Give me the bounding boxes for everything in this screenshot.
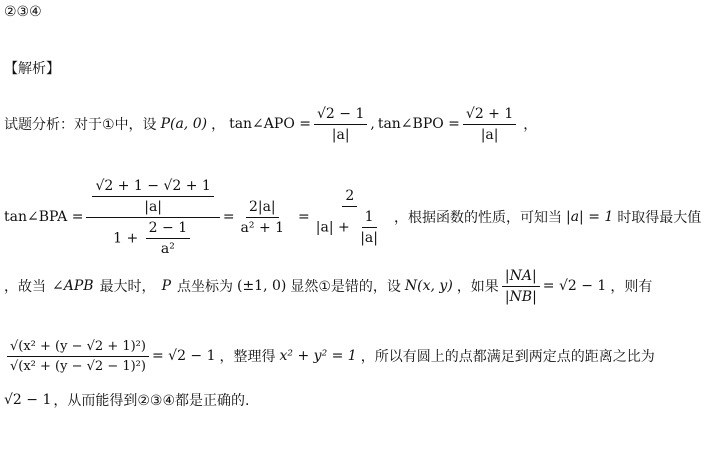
wrong-text: 显然①是错的，设 <box>290 279 401 295</box>
intro-text: 试题分析：对于①中，设 <box>4 117 157 133</box>
third-fraction-num: 2 <box>342 188 357 207</box>
conclusion-text: ，所以有圆上的点都满足到两定点的距离之比为 <box>360 349 655 365</box>
final-text: ，从而能得到②③④都是正确的. <box>53 393 250 409</box>
heading-line <box>4 58 60 78</box>
point-p: P(a, 0) <box>160 116 208 132</box>
distance-numerator: √(x² + (y − √2 + 1)²) <box>7 339 149 357</box>
third-fraction <box>313 188 387 246</box>
coord-text: 点坐标为 <box>176 279 233 295</box>
equals-2: = <box>298 209 310 225</box>
answer-text: ②③④ <box>4 4 42 20</box>
big-denominator-den: a² <box>160 240 175 257</box>
fraction-value: = √2 − 1 <box>151 348 216 364</box>
big-numerator-bottom: |a| <box>144 198 163 215</box>
circle-equation: x² + y² = 1 <box>279 348 357 364</box>
third-den-den: |a| <box>360 230 378 246</box>
big-denominator <box>110 218 196 257</box>
analysis-line-5 <box>4 388 249 412</box>
line3-prefix: ，故当 <box>4 279 46 295</box>
tan-apo-label: tan∠APO = <box>229 116 311 132</box>
point-coordinates: (±1, 0) <box>236 278 287 294</box>
if-text: ，如果 <box>456 279 499 295</box>
big-denominator-num: 2 − 1 <box>146 220 190 239</box>
third-den-prefix: |a| + <box>315 219 350 236</box>
tan-bpo-numerator: √2 + 1 <box>463 106 516 125</box>
tan-bpa-label: tan∠BPA = <box>4 209 84 225</box>
analysis-line-4 <box>4 330 655 382</box>
ratio-denominator: |NB| <box>504 288 537 305</box>
big-denominator-prefix: 1 + <box>113 230 139 246</box>
tan-apo-numerator: √2 − 1 <box>314 106 367 125</box>
section-heading: 【解析】 <box>4 61 60 77</box>
line3-tail: ，则有 <box>610 279 653 295</box>
distance-denominator: √(x² + (y − √2 − 1)²) <box>10 358 146 374</box>
tan-bpo-label: tan∠BPO = <box>377 116 460 132</box>
tan-bpo-denominator: |a| <box>480 126 499 143</box>
angle-apb: ∠APB <box>52 278 94 294</box>
distance-ratio <box>502 268 540 305</box>
analysis-line-2 <box>4 172 701 262</box>
line3-max-text: 最大时， <box>99 279 156 295</box>
tan-apo-denominator: |a| <box>331 126 350 143</box>
function-property-text: ，根据函数的性质，可知当 <box>393 210 562 226</box>
distance-fraction <box>7 339 149 374</box>
third-den-num: 1 <box>362 209 377 228</box>
simplify-text: ，整理得 <box>219 349 276 365</box>
point-p-label: P <box>161 278 171 294</box>
tan-bpa-big-fraction <box>86 178 219 257</box>
second-fraction-den: a² + 1 <box>240 219 285 236</box>
ratio-numerator: |NA| <box>502 268 540 287</box>
second-fraction <box>238 199 288 236</box>
answer-line <box>4 4 42 20</box>
max-condition: |a| = 1 <box>565 209 614 225</box>
tan-bpo-fraction <box>463 106 516 143</box>
equals-1: = <box>222 209 235 225</box>
big-numerator-top: √2 + 1 − √2 + 1 <box>92 178 213 197</box>
tan-apo-fraction <box>314 106 367 143</box>
comma: , <box>370 116 375 132</box>
big-numerator <box>86 178 219 218</box>
second-fraction-num: 2|a| <box>246 199 279 218</box>
line1-tail: ， <box>523 117 538 133</box>
third-fraction-den <box>313 207 387 246</box>
big-numerator-fraction <box>92 178 213 215</box>
ratio-value: = √2 − 1 <box>542 278 607 294</box>
analysis-line-3 <box>4 264 652 308</box>
max-value-text: 时取得最大值 <box>617 210 701 226</box>
big-denominator-fraction <box>146 220 190 257</box>
third-den-fraction <box>357 209 381 246</box>
ratio-result: √2 − 1 <box>4 392 52 408</box>
separator: ， <box>211 117 226 133</box>
point-n: N(x, y) <box>404 278 453 294</box>
analysis-line-1 <box>4 104 541 144</box>
